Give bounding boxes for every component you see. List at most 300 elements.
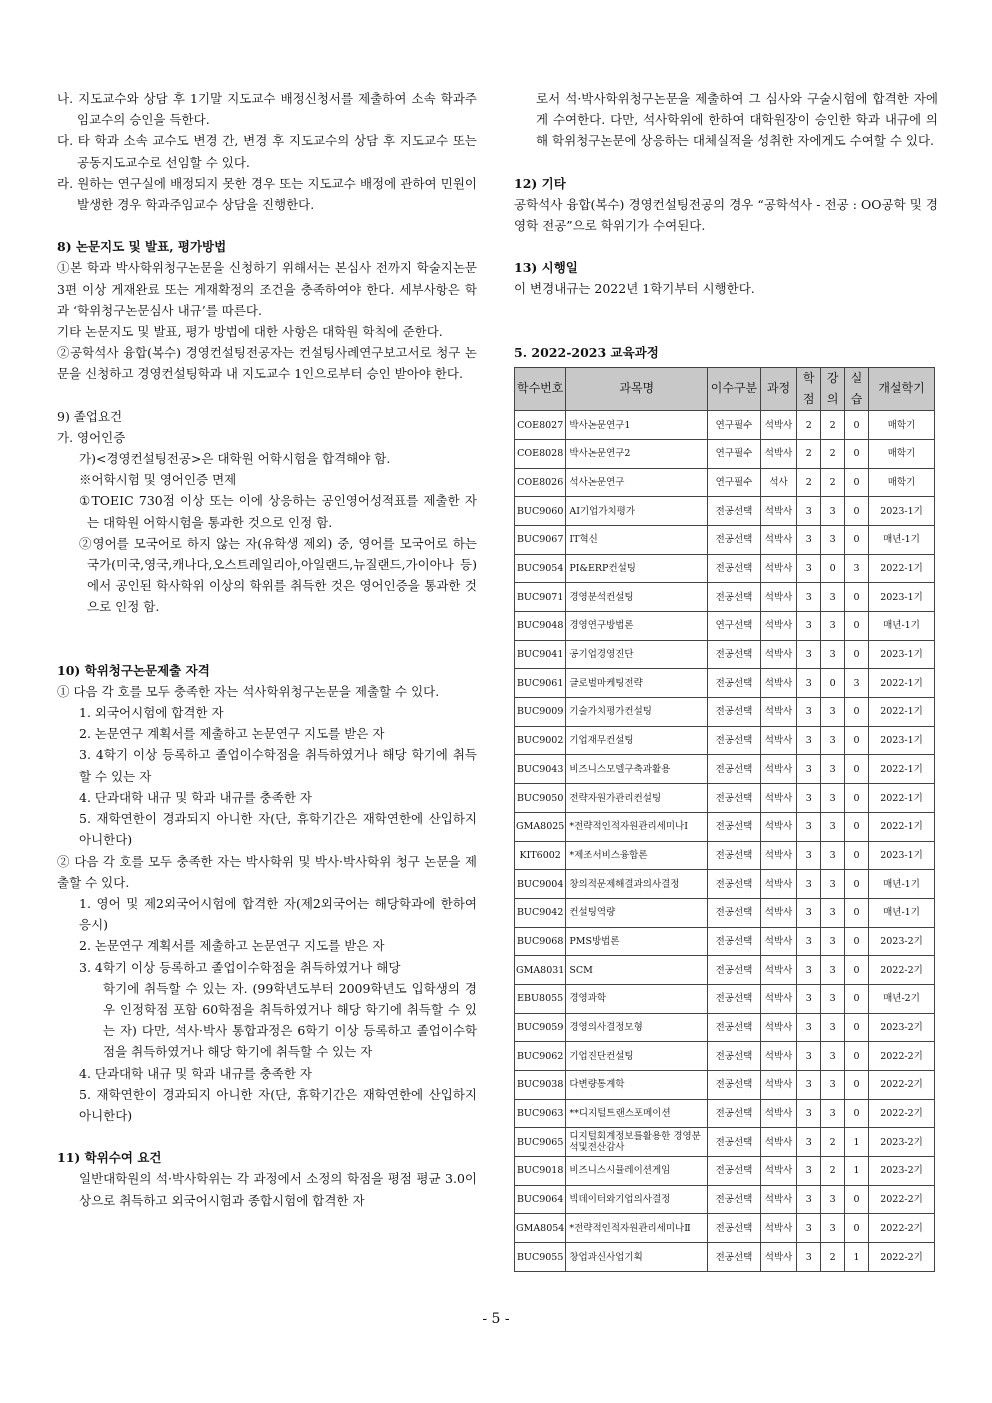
table-cell: 2022-1기 (869, 669, 935, 698)
table-cell: 석박사 (760, 1214, 796, 1243)
table-cell: 3 (821, 525, 845, 554)
table-cell: 3 (821, 1099, 845, 1128)
table-cell: 전공선택 (708, 640, 761, 669)
table-cell: BUC9048 (515, 612, 566, 641)
paragraph: 다. 타 학과 소속 교수도 변경 간, 변경 후 지도교수의 상담 후 지도교수 또는 공동지도교수로 선임할 수 있다. (57, 133, 477, 170)
table-cell: 2022-2기 (869, 1185, 935, 1214)
table-cell: 2 (821, 468, 845, 497)
table-cell: 3 (821, 927, 845, 956)
paragraph: 이 변경내규는 2022년 1학기부터 시행한다. (514, 281, 755, 297)
table-cell: COE8027 (515, 411, 566, 440)
table-cell: 매년-1기 (869, 870, 935, 899)
table-cell: 1 (845, 1128, 869, 1157)
table-cell: 0 (845, 984, 869, 1013)
table-cell: 기업재무컨설팅 (566, 726, 708, 755)
paragraph: 5. 재학연한이 경과되지 아니한 자(단, 휴학기간은 재학연한에 산입하지 아니한다) (79, 1086, 477, 1123)
table-cell: 전공선택 (708, 1243, 761, 1272)
paragraph: 기타 논문지도 및 발표, 평가 방법에 대한 사항은 대학원 학칙에 준한다. (57, 324, 443, 340)
table-cell: 전공선택 (708, 841, 761, 870)
curriculum-table (514, 367, 935, 1272)
column-header: 과정 (760, 367, 796, 410)
table-header-row (515, 367, 935, 410)
table-cell: 2022-2기 (869, 1042, 935, 1071)
table-cell: 3 (797, 812, 821, 841)
table-cell: 공기업경영진단 (566, 640, 708, 669)
table-cell: 2022-2기 (869, 1214, 935, 1243)
table-cell: 0 (845, 812, 869, 841)
table-cell: 석박사 (760, 1071, 796, 1100)
table-cell: AI기업가치평가 (566, 497, 708, 526)
table-cell: 3 (821, 1042, 845, 1071)
table-cell: 3 (821, 583, 845, 612)
table-cell: 석박사 (760, 497, 796, 526)
table-cell: 3 (821, 755, 845, 784)
section-heading: 10) 학위청구논문제출 자격 (57, 662, 210, 678)
table-cell: 0 (845, 583, 869, 612)
table-cell: 석박사 (760, 640, 796, 669)
table-row (515, 1071, 935, 1100)
table-cell: 전공선택 (708, 1128, 761, 1157)
table-cell: 0 (845, 1214, 869, 1243)
table-cell: 0 (845, 870, 869, 899)
table-cell: 전공선택 (708, 525, 761, 554)
table-cell: 3 (845, 669, 869, 698)
table-cell: 전공선택 (708, 1157, 761, 1186)
table-cell: 전공선택 (708, 669, 761, 698)
table-cell: 2023-1기 (869, 726, 935, 755)
table-cell: 석박사 (760, 612, 796, 641)
table-cell: 3 (797, 1013, 821, 1042)
table-cell: 2023-1기 (869, 640, 935, 669)
table-cell: 매년-1기 (869, 898, 935, 927)
paragraph: 학기에 취득할 수 있는 자. (99학년도부터 2009학년도 입학생의 경우 인정학점 포함 60학점을 취득하였거나 해당 학기에 취득할 수 있는 자) 다만, 석사·박사 통합과정은 6학기 이상 등록하고 졸업이수학점을 취득하였거나 해당 학기에 취득할 수 있는 자 (103, 980, 477, 1060)
table-cell: BUC9060 (515, 497, 566, 526)
table-row (515, 1185, 935, 1214)
paragraph: 가. 영어인증 (57, 429, 126, 445)
table-cell: 0 (845, 439, 869, 468)
table-cell: *제조서비스융합론 (566, 841, 708, 870)
table-cell: 다변량통계학 (566, 1071, 708, 1100)
table-cell: 매학기 (869, 411, 935, 440)
table-cell: 3 (797, 956, 821, 985)
table-cell: 경영과학 (566, 984, 708, 1013)
table-cell: 0 (845, 1185, 869, 1214)
table-cell: 석박사 (760, 984, 796, 1013)
table-cell: 전공선택 (708, 755, 761, 784)
table-cell: 3 (797, 1099, 821, 1128)
table-cell: 3 (821, 1185, 845, 1214)
table-cell: 글로벌마케팅전략 (566, 669, 708, 698)
table-row (515, 468, 935, 497)
table-cell: 전공선택 (708, 1042, 761, 1071)
paragraph: 일반대학원의 석·박사학위는 각 과정에서 소정의 학점을 평점 평균 3.0이상으로 취득하고 외국어시험과 종합시험에 합격한 자 (79, 1171, 477, 1208)
paragraph: 라. 원하는 연구실에 배정되지 못한 경우 또는 지도교수 배정에 관하여 민원이 발생한 경우 학과주임교수 상담을 진행한다. (57, 175, 477, 213)
table-cell: 0 (845, 1013, 869, 1042)
table-cell: BUC9038 (515, 1071, 566, 1100)
table-row (515, 812, 935, 841)
table-row (515, 870, 935, 899)
table-row (515, 554, 935, 583)
table-cell: COE8026 (515, 468, 566, 497)
paragraph: ②공학석사 융합(복수) 경영컨설팅전공자는 컨설팅사례연구보고서로 청구 논문을 신청하고 경영컨설팅학과 내 지도교수 1인으로부터 승인 받아야 한다. (57, 345, 477, 382)
table-cell: 석박사 (760, 956, 796, 985)
table-cell: 3 (797, 1128, 821, 1157)
table-cell: 연구필수 (708, 439, 761, 468)
paragraph: 5. 재학연한이 경과되지 아니한 자(단, 휴학기간은 재학연한에 산입하지 아니한다) (79, 811, 477, 848)
spacer (514, 152, 938, 173)
paragraph: ①본 학과 박사학위청구논문을 신청하기 위해서는 본심사 전까지 학술지논문 3편 이상 게재완료 또는 게재확정의 조건을 충족하여야 한다. 세부사항은 학과 ‘학위청구논문심사 내규’를 따른다. (57, 260, 477, 318)
table-cell: 0 (845, 411, 869, 440)
table-cell: 3 (797, 927, 821, 956)
table-cell: 경영연구방법론 (566, 612, 708, 641)
paragraph: ① 다음 각 호를 모두 충족한 자는 석사학위청구논문을 제출할 수 있다. (57, 683, 440, 699)
table-cell: BUC9018 (515, 1157, 566, 1186)
table-cell: 전공선택 (708, 1185, 761, 1214)
table-cell: 3 (821, 640, 845, 669)
table-cell: BUC9071 (515, 583, 566, 612)
table-cell: BUC9065 (515, 1128, 566, 1157)
table-cell: 0 (845, 525, 869, 554)
section-heading: 5. 2022-2023 교육과정 (514, 344, 659, 360)
table-cell: 전공선택 (708, 812, 761, 841)
table-cell: 0 (845, 698, 869, 727)
table-cell: 연구선택 (708, 612, 761, 641)
table-cell: BUC9059 (515, 1013, 566, 1042)
table-cell: KIT6002 (515, 841, 566, 870)
table-cell: 전공선택 (708, 956, 761, 985)
page-number: - 5 - (482, 1311, 510, 1327)
table-cell: 2023-2기 (869, 1128, 935, 1157)
table-cell: 전공선택 (708, 554, 761, 583)
table-cell: 전공선택 (708, 726, 761, 755)
table-cell: 기업진단컨설팅 (566, 1042, 708, 1071)
spacer (514, 300, 938, 321)
table-cell: SCM (566, 956, 708, 985)
table-cell: 3 (797, 1185, 821, 1214)
table-row (515, 583, 935, 612)
table-cell: BUC9063 (515, 1099, 566, 1128)
table-row (515, 640, 935, 669)
table-cell: 3 (821, 956, 845, 985)
table-cell: 1 (845, 1243, 869, 1272)
table-cell: 0 (845, 640, 869, 669)
table-cell: 1 (845, 1157, 869, 1186)
table-cell: BUC9002 (515, 726, 566, 755)
table-cell: 석박사 (760, 812, 796, 841)
paragraph: ※어학시험 및 영어인증 면제 (79, 472, 237, 488)
table-row (515, 956, 935, 985)
table-cell: 석박사 (760, 1185, 796, 1214)
table-cell: 3 (821, 870, 845, 899)
table-row (515, 984, 935, 1013)
paragraph: 1. 외국어시험에 합격한 자 (79, 705, 224, 721)
table-cell: 전공선택 (708, 984, 761, 1013)
table-cell: 기술가치평가컨설팅 (566, 698, 708, 727)
table-cell: 석박사 (760, 525, 796, 554)
table-cell: 2022-1기 (869, 812, 935, 841)
table-row (515, 497, 935, 526)
table-cell: 전공선택 (708, 1099, 761, 1128)
table-cell: BUC9061 (515, 669, 566, 698)
table-cell: 3 (797, 1243, 821, 1272)
table-cell: 2 (821, 439, 845, 468)
spacer (57, 1126, 477, 1147)
paragraph: 나. 지도교수와 상담 후 1기말 지도교수 배정신청서를 제출하여 소속 학과주임교수의 승인을 득한다. (57, 91, 477, 128)
table-cell: 3 (797, 698, 821, 727)
table-cell: *전략적인적자원관리세미나Ⅰ (566, 812, 708, 841)
table-row (515, 612, 935, 641)
table-cell: 0 (845, 726, 869, 755)
table-cell: 2022-1기 (869, 698, 935, 727)
table-cell: 3 (797, 755, 821, 784)
table-cell: 2 (821, 1128, 845, 1157)
table-cell: 전공선택 (708, 698, 761, 727)
table-cell: 0 (845, 1071, 869, 1100)
table-cell: GMA8054 (515, 1214, 566, 1243)
table-cell: 경영의사결정모형 (566, 1013, 708, 1042)
table-row (515, 927, 935, 956)
table-cell: 2023-2기 (869, 1157, 935, 1186)
table-cell: 2 (797, 411, 821, 440)
table-cell: 2023-1기 (869, 497, 935, 526)
table-cell: 석박사 (760, 1099, 796, 1128)
table-row (515, 1013, 935, 1042)
table-cell: 3 (797, 898, 821, 927)
table-row (515, 1042, 935, 1071)
table-cell: 석사논문연구 (566, 468, 708, 497)
paragraph: 2. 논문연구 계획서를 제출하고 논문연구 지도를 받은 자 (79, 938, 385, 954)
table-cell: 2023-2기 (869, 1013, 935, 1042)
table-cell: GMA8031 (515, 956, 566, 985)
table-row (515, 411, 935, 440)
table-cell: 3 (797, 1157, 821, 1186)
table-cell: 3 (797, 583, 821, 612)
table-row (515, 755, 935, 784)
table-cell: BUC9054 (515, 554, 566, 583)
table-cell: 3 (821, 497, 845, 526)
table-row (515, 784, 935, 813)
table-cell: 컨설팅역량 (566, 898, 708, 927)
table-cell: 전공선택 (708, 784, 761, 813)
table-row (515, 698, 935, 727)
table-cell: BUC9068 (515, 927, 566, 956)
table-cell: BUC9064 (515, 1185, 566, 1214)
table-cell: 석박사 (760, 726, 796, 755)
paragraph: 4. 단과대학 내규 및 학과 내규를 충족한 자 (79, 1065, 312, 1081)
paragraph: 2. 논문연구 계획서를 제출하고 논문연구 지도를 받은 자 (79, 726, 385, 742)
table-cell: BUC9009 (515, 698, 566, 727)
paragraph: 로서 석·박사학위청구논문을 제출하여 그 심사와 구술시험에 합격한 자에게 수여한다. 다만, 석사학위에 한하여 대학원장이 승인한 학과 내규에 의해 학위청구논문에 상응하는 대체실적을 성취한 자에게도 수여할 수 있다. (536, 91, 938, 149)
table-cell: 석박사 (760, 439, 796, 468)
table-row (515, 1128, 935, 1157)
table-cell: 0 (845, 612, 869, 641)
table-cell: 매학기 (869, 439, 935, 468)
table-cell: 3 (821, 1214, 845, 1243)
table-cell: 창업과신사업기획 (566, 1243, 708, 1272)
table-cell: 0 (845, 497, 869, 526)
table-cell: 3 (821, 1013, 845, 1042)
table-cell: PMS방법론 (566, 927, 708, 956)
table-cell: 창의적문제해결과의사결정 (566, 870, 708, 899)
table-cell: 석박사 (760, 411, 796, 440)
left-column (57, 88, 477, 1211)
table-row (515, 841, 935, 870)
table-cell: 연구필수 (708, 468, 761, 497)
table-cell: 석사 (760, 468, 796, 497)
table-cell: 3 (821, 898, 845, 927)
section-heading: 11) 학위수여 요건 (57, 1150, 162, 1166)
column-header: 개설학기 (869, 367, 935, 410)
paragraph: ② 다음 각 호를 모두 충족한 자는 박사학위 및 박사·박사학위 청구 논문을 제출할 수 있다. (57, 853, 477, 890)
table-cell: 석박사 (760, 1243, 796, 1272)
table-cell: IT혁신 (566, 525, 708, 554)
table-cell: 매년-1기 (869, 525, 935, 554)
table-cell: BUC9055 (515, 1243, 566, 1272)
table-cell: 0 (845, 468, 869, 497)
table-cell: 2 (797, 468, 821, 497)
table-cell: 0 (845, 784, 869, 813)
table-cell: BUC9043 (515, 755, 566, 784)
table-cell: 석박사 (760, 870, 796, 899)
table-row (515, 1157, 935, 1186)
table-cell: 2023-2기 (869, 927, 935, 956)
table-cell: 2 (821, 1243, 845, 1272)
spacer (57, 639, 477, 660)
column-header: 학점 (797, 367, 821, 410)
table-cell: 3 (797, 669, 821, 698)
table-cell: 3 (821, 726, 845, 755)
table-cell: 2022-2기 (869, 1243, 935, 1272)
table-row (515, 669, 935, 698)
table-cell: 석박사 (760, 1157, 796, 1186)
table-cell: 0 (845, 1042, 869, 1071)
table-cell: 3 (821, 841, 845, 870)
spacer (514, 321, 938, 342)
table-cell: 석박사 (760, 583, 796, 612)
table-cell: 석박사 (760, 898, 796, 927)
table-cell: 전략자원가관리컨설팅 (566, 784, 708, 813)
table-cell: BUC9067 (515, 525, 566, 554)
table-cell: 석박사 (760, 1042, 796, 1071)
table-cell: 3 (797, 1071, 821, 1100)
table-cell: 2022-2기 (869, 1071, 935, 1100)
table-cell: 3 (797, 1042, 821, 1071)
table-cell: 3 (821, 1071, 845, 1100)
table-cell: 전공선택 (708, 497, 761, 526)
table-cell: GMA8025 (515, 812, 566, 841)
table-cell: 석박사 (760, 784, 796, 813)
spacer (514, 236, 938, 257)
table-cell: 석박사 (760, 669, 796, 698)
spacer (57, 215, 477, 236)
table-cell: 디지털회계정보를활용한 경영분석및전산감사 (566, 1128, 708, 1157)
table-cell: 0 (821, 669, 845, 698)
table-row (515, 1214, 935, 1243)
table-cell: 3 (797, 984, 821, 1013)
paragraph: ①TOEIC 730점 이상 또는 이에 상응하는 공인영어성적표를 제출한 자는 대학원 어학시험을 통과한 것으로 인정 함. (79, 493, 477, 530)
table-cell: 2 (797, 439, 821, 468)
table-cell: 2 (821, 1157, 845, 1186)
spacer (57, 385, 477, 406)
table-row (515, 898, 935, 927)
table-cell: 3 (821, 984, 845, 1013)
table-row (515, 525, 935, 554)
table-cell: PI&ERP컨설팅 (566, 554, 708, 583)
column-header: 과목명 (566, 367, 708, 410)
table-cell: 2023-1기 (869, 583, 935, 612)
table-cell: 전공선택 (708, 1013, 761, 1042)
section-heading: 13) 시행일 (514, 260, 578, 276)
section-heading: 8) 논문지도 및 발표, 평가방법 (57, 239, 227, 255)
table-row (515, 726, 935, 755)
column-header: 강의 (821, 367, 845, 410)
table-cell: 매학기 (869, 468, 935, 497)
column-header: 실습 (845, 367, 869, 410)
table-cell: 전공선택 (708, 1071, 761, 1100)
table-cell: 전공선택 (708, 870, 761, 899)
table-cell: 2022-1기 (869, 755, 935, 784)
table-cell: 전공선택 (708, 927, 761, 956)
table-cell: 박사논문연구2 (566, 439, 708, 468)
table-cell: 비즈니스모델구축과활용 (566, 755, 708, 784)
right-column (514, 88, 938, 1272)
table-cell: 3 (797, 726, 821, 755)
table-cell: 3 (797, 1214, 821, 1243)
table-cell: 전공선택 (708, 583, 761, 612)
table-cell: 3 (797, 870, 821, 899)
paragraph: 가)<경영컨설팅전공>은 대학원 어학시험을 합격해야 함. (79, 451, 391, 467)
table-cell: *전략적인적자원관리세미나Ⅱ (566, 1214, 708, 1243)
table-cell: 3 (797, 640, 821, 669)
table-cell: 0 (845, 755, 869, 784)
table-cell: 2022-1기 (869, 784, 935, 813)
table-cell: 석박사 (760, 554, 796, 583)
table-cell: 석박사 (760, 1013, 796, 1042)
paragraph: 4. 단과대학 내규 및 학과 내규를 충족한 자 (79, 789, 312, 805)
table-row (515, 1099, 935, 1128)
table-cell: 2 (821, 411, 845, 440)
table-cell: 3 (797, 554, 821, 583)
table-cell: 석박사 (760, 698, 796, 727)
table-cell: 0 (845, 956, 869, 985)
table-cell: 0 (821, 554, 845, 583)
column-header: 학수번호 (515, 367, 566, 410)
table-cell: 2022-1기 (869, 554, 935, 583)
table-cell: EBU8055 (515, 984, 566, 1013)
paragraph: 3. 4학기 이상 등록하고 졸업이수학점을 취득하였거나 해당 학기에 취득할 수 있는 자 (79, 747, 477, 784)
spacer (57, 618, 477, 639)
paragraph: 9) 졸업요건 (57, 408, 123, 424)
table-cell: **디지털트랜스포메이션 (566, 1099, 708, 1128)
table-cell: 석박사 (760, 1128, 796, 1157)
table-cell: 2023-1기 (869, 841, 935, 870)
table-cell: 3 (821, 784, 845, 813)
table-cell: COE8028 (515, 439, 566, 468)
table-cell: 석박사 (760, 927, 796, 956)
table-cell: 3 (797, 784, 821, 813)
column-header: 이수구분 (708, 367, 761, 410)
table-cell: 매년-1기 (869, 612, 935, 641)
table-cell: 석박사 (760, 755, 796, 784)
table-cell: 연구필수 (708, 411, 761, 440)
table-row (515, 439, 935, 468)
paragraph: 3. 4학기 이상 등록하고 졸업이수학점을 취득하였거나 해당 (79, 959, 401, 975)
table-cell: BUC9042 (515, 898, 566, 927)
table-cell: 비즈니스시뮬레이션게임 (566, 1157, 708, 1186)
table-cell: 0 (845, 898, 869, 927)
paragraph: 1. 영어 및 제2외국어시험에 합격한 자(제2외국어는 해당학과에 한하여 응시) (79, 895, 477, 933)
paragraph: ②영어를 모국어로 하지 않는 자(유학생 제외) 중, 영어를 모국어로 하는 국가(미국,영국,캐나다,오스트레일리아,아일랜드,뉴질랜드,가이아나 등)에서 공인된 학사학위 이상의 학위를 취득한 것은 영어인증을 통과한 것으로 인정 함. (79, 535, 477, 615)
